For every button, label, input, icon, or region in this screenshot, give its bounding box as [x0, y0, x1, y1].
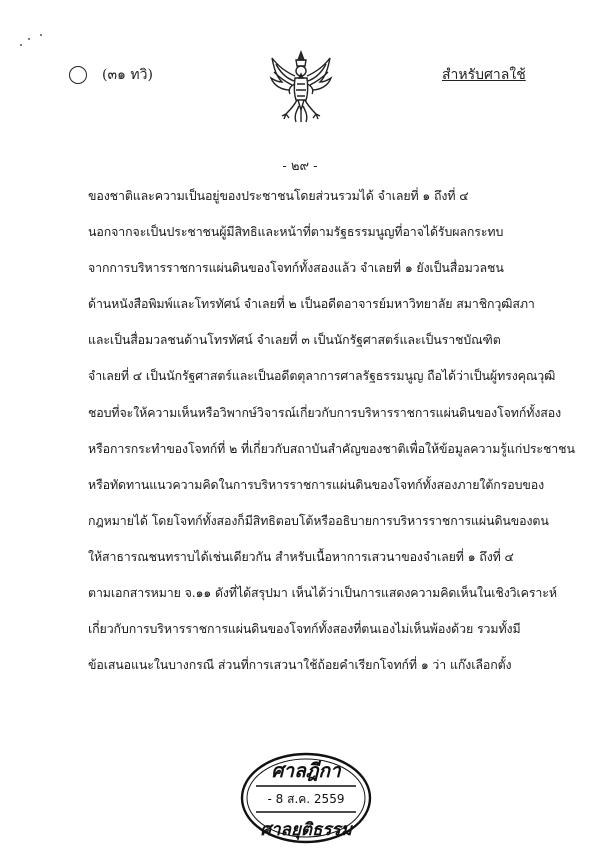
scan-speck: [40, 34, 42, 36]
body-line: ด้านหนังสือพิมพ์และโทรทัศน์ จำเลยที่ ๒ เป็นอดีตอาจารย์มหาวิทยาลัย สมาชิกวุฒิสภา: [88, 296, 535, 312]
body-line: ข้อเสนอแนะในบางกรณี ส่วนที่การเสวนาใช้ถ้อยคำเรียกโจทก์ที่ ๑ ว่า แก๊งเลือกตั้ง: [88, 657, 512, 673]
court-use-label: สำหรับศาลใช้: [442, 67, 526, 83]
scan-speck: [28, 38, 30, 40]
body-line: กฎหมายได้ โดยโจทก์ทั้งสองก็มีสิทธิตอบโต้หรืออธิบายการบริหารราชการแผ่นดินของตน: [88, 512, 549, 528]
scan-speck: [20, 44, 22, 46]
form-code: (๓๑ ทวิ): [102, 67, 153, 83]
body-line: จากการบริหารราชการแผ่นดินของโจทก์ทั้งสองแล้ว จำเลยที่ ๑ ยังเป็นสื่อมวลชน: [88, 260, 504, 276]
court-stamp: [236, 750, 376, 846]
stamp-court-name: ศาลฎีกา: [271, 760, 341, 782]
body-line: ชอบที่จะให้ความเห็นหรือวิพากษ์วิจารณ์เกี่ยวกับการบริหารราชการแผ่นดินของโจทก์ทั้งสอง: [88, 404, 562, 420]
garuda-emblem-icon: [268, 50, 334, 124]
body-line: เกี่ยวกับการบริหารราชการแผ่นดินของโจทก์ทั้งสองที่ตนเองไม่เห็นพ้องด้วย รวมทั้งมี: [88, 621, 521, 637]
margin-circle-mark: [69, 66, 87, 84]
stamp-date: - 8 ส.ค. 2559: [267, 792, 345, 806]
body-line: นอกจากจะเป็นประชาชนผู้มีสิทธิและหน้าที่ตามรัฐธรรมนูญที่อาจได้รับผลกระทบ: [88, 224, 504, 240]
body-line: ของชาติและความเป็นอยู่ของประชาชนโดยส่วนรวมได้ จำเลยที่ ๑ ถึงที่ ๔: [88, 188, 469, 203]
body-line: หรือการกระทำของโจทก์ที่ ๒ ที่เกี่ยวกับสถาบันสำคัญของชาติเพื่อให้ข้อมูลความรู้แก่ประชาชน: [88, 440, 575, 456]
body-line: ให้สาธารณชนทราบได้เช่นเดียวกัน สำหรับเนื้อหาการเสวนาของจำเลยที่ ๑ ถึงที่ ๔: [88, 548, 514, 564]
page-number: - ๒๙ -: [282, 159, 318, 174]
body-line: และเป็นสื่อมวลชนด้านโทรทัศน์ จำเลยที่ ๓ เป็นนักรัฐศาสตร์และเป็นราชบัณฑิต: [88, 332, 501, 348]
body-line: ตามเอกสารหมาย จ.๑๑ ดังที่ได้สรุปมา เห็นได้ว่าเป็นการแสดงความคิดเห็นในเชิงวิเคราะห์: [88, 585, 557, 601]
body-line: หรือทัดทานแนวความคิดในการบริหารราชการแผ่นดินของโจทก์ทั้งสองภายใต้กรอบของ: [88, 476, 545, 492]
body-line: จำเลยที่ ๔ เป็นนักรัฐศาสตร์และเป็นอดีตตุลาการศาลรัฐธรรมนูญ ถือได้ว่าเป็นผู้ทรงคุณวุฒิ: [88, 368, 556, 384]
document-body: [88, 178, 575, 683]
stamp-department: ศาลยุติธรรม: [260, 820, 352, 840]
